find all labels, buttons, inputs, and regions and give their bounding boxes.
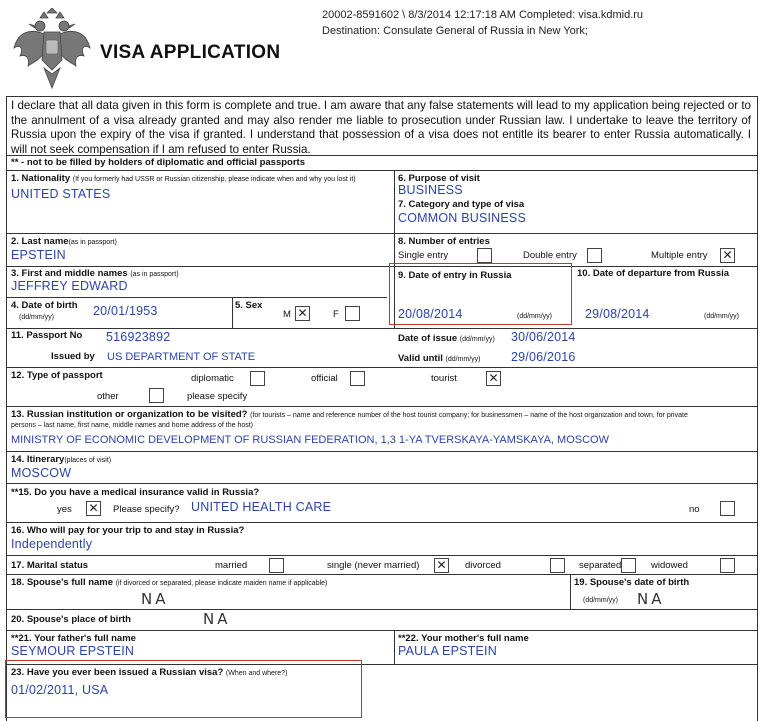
purpose-value[interactable]: BUSINESS — [398, 183, 463, 197]
spouse-place-value[interactable]: NA — [203, 610, 231, 628]
departure-date-format: (dd/mm/yy) — [704, 313, 739, 320]
spouse-name-value[interactable]: NA — [141, 590, 169, 608]
separated-label: separated — [579, 560, 622, 571]
spouse-birth-value[interactable]: NA — [637, 590, 665, 608]
single-entry-label: Single entry — [398, 250, 449, 261]
sex-label: 5. Sex — [235, 300, 263, 311]
birth-date-label: 4. Date of birth — [11, 300, 78, 311]
birth-date-value[interactable]: 20/01/1953 — [93, 304, 158, 318]
russian-eagle-emblem-icon — [10, 8, 94, 92]
single-checkbox[interactable]: ✕ — [434, 558, 449, 573]
application-form — [6, 96, 758, 721]
tourist-label: tourist — [431, 373, 457, 384]
spouse-birth-label: 19. Spouse's date of birth — [574, 577, 690, 588]
diplomatic-label: diplomatic — [191, 373, 234, 384]
entries-label: 8. Number of entries — [398, 236, 490, 247]
departure-date-label: 10. Date of departure from Russia — [577, 268, 730, 279]
first-names-label: 3. First and middle names (as in passport) — [11, 268, 179, 279]
valid-until-label: Valid until (dd/mm/yy) — [398, 353, 481, 364]
tourist-checkbox[interactable]: ✕ — [486, 371, 501, 386]
issue-date-label: Date of issue (dd/mm/yy) — [398, 333, 495, 344]
institution-hint: persons – last name, first name, middle names and home address of the host) — [11, 422, 254, 429]
father-value[interactable]: SEYMOUR EPSTEIN — [11, 644, 135, 658]
valid-until-value[interactable]: 29/06/2016 — [511, 350, 576, 364]
entry-date-format: (dd/mm/yy) — [517, 313, 552, 320]
spouse-name-label: 18. Spouse's full name (if divorced or separated, please indicate maiden name if applicable) — [11, 577, 328, 588]
mother-value[interactable]: PAULA EPSTEIN — [398, 644, 497, 658]
official-checkbox[interactable] — [350, 371, 365, 386]
other-checkbox[interactable] — [149, 388, 164, 403]
single-entry-checkbox[interactable] — [477, 248, 492, 263]
prior-visa-value[interactable]: 01/02/2011, USA — [11, 683, 109, 697]
marital-status-label: 17. Marital status — [11, 560, 89, 571]
entry-date-value[interactable]: 20/08/2014 — [398, 307, 463, 321]
reference-line: 20002-8591602 \ 8/3/2014 12:17:18 AM Completed: visa.kdmid.ru — [322, 9, 644, 21]
multiple-entry-checkbox[interactable]: ✕ — [720, 248, 735, 263]
sex-f-checkbox[interactable] — [345, 306, 360, 321]
insurance-yes-label: yes — [57, 504, 72, 515]
nationality-label: 1. Nationality (If you formerly had USSR or Russian citizenship, please indicate when and why you lost it) — [11, 173, 356, 184]
institution-label: 13. Russian institution or organization to be visited? (for tourists – name and reference number of the host tourist company; for businessmen – name of the host organization and town, for private — [11, 409, 688, 420]
nationality-value[interactable]: UNITED STATES — [11, 187, 111, 201]
insurance-specify-label: Please specify? — [113, 504, 180, 515]
page-title: VISA APPLICATION — [100, 42, 281, 63]
divorced-label: divorced — [465, 560, 501, 571]
married-checkbox[interactable] — [269, 558, 284, 573]
issue-date-value[interactable]: 30/06/2014 — [511, 330, 576, 344]
please-specify-label: please specify — [187, 391, 248, 402]
destination-line: Destination: Consulate General of Russia in New York; — [322, 25, 588, 37]
diplomatic-note: ** - not to be filled by holders of diplomatic and official passports — [11, 157, 305, 168]
payer-value[interactable]: Independently — [11, 537, 93, 551]
departure-date-value[interactable]: 29/08/2014 — [585, 307, 650, 321]
sex-m-checkbox[interactable]: ✕ — [295, 306, 310, 321]
purpose-label: 6. Purpose of visit — [398, 173, 480, 184]
multiple-entry-label: Multiple entry — [651, 250, 708, 261]
last-name-label: 2. Last name(as in passport) — [11, 236, 117, 247]
single-label: single (never married) — [327, 560, 420, 571]
double-entry-label: Double entry — [523, 250, 577, 261]
entry-date-highlight — [389, 263, 572, 325]
sex-f-label: F — [333, 309, 339, 320]
insurance-yes-checkbox[interactable]: ✕ — [86, 501, 101, 516]
itinerary-label: 14. Itinerary(places of visit) — [11, 454, 112, 465]
sex-m-label: M — [283, 309, 291, 320]
separated-checkbox[interactable] — [621, 558, 636, 573]
issued-by-value[interactable]: US DEPARTMENT OF STATE — [107, 351, 256, 363]
prior-visa-highlight — [5, 660, 362, 718]
declaration-text: I declare that all data given in this form is complete and true. I am aware that any false statements will lead to my application being rejected or to the annulment of a visa already granted and may also render me liable to prosecution under Russian law. I undertake to leave the territory of Russia upon the expiry of the visa if granted. I understand that possession of a visa does not entitle its bearer to enter Russia automatically. I will not seek compensation if I am refused to enter Russia. — [11, 99, 751, 156]
birth-date-format: (dd/mm/yy) — [19, 314, 54, 321]
double-entry-checkbox[interactable] — [587, 248, 602, 263]
married-label: married — [215, 560, 248, 571]
other-label: other — [97, 391, 119, 402]
father-label: **21. Your father's full name — [11, 633, 136, 644]
passport-number-label: 11. Passport No — [11, 330, 83, 341]
widowed-label: widowed — [651, 560, 688, 571]
submission-meta — [322, 7, 643, 39]
first-names-value[interactable]: JEFFREY EDWARD — [11, 279, 128, 293]
issued-by-label: Issued by — [51, 351, 95, 362]
official-label: official — [311, 373, 338, 384]
spouse-place-label: 20. Spouse's place of birth — [11, 614, 131, 625]
insurance-no-checkbox[interactable] — [720, 501, 735, 516]
passport-type-label: 12. Type of passport — [11, 370, 103, 381]
category-value[interactable]: COMMON BUSINESS — [398, 211, 527, 225]
widowed-checkbox[interactable] — [720, 558, 735, 573]
passport-number-value[interactable]: 516923892 — [106, 330, 171, 344]
insurance-label: **15. Do you have a medical insurance valid in Russia? — [11, 487, 260, 498]
diplomatic-checkbox[interactable] — [250, 371, 265, 386]
entry-date-label: 9. Date of entry in Russia — [398, 270, 512, 281]
payer-label: 16. Who will pay for your trip to and stay in Russia? — [11, 525, 245, 536]
insurance-value[interactable]: UNITED HEALTH CARE — [191, 500, 332, 514]
last-name-value[interactable]: EPSTEIN — [11, 248, 66, 262]
institution-value[interactable]: MINISTRY OF ECONOMIC DEVELOPMENT OF RUSSIAN FEDERATION, 1,3 1-YA TVERSKAYA-YAMSKAYA, MOSCOW — [11, 434, 609, 446]
prior-visa-label: 23. Have you ever been issued a Russian visa? (When and where?) — [11, 667, 288, 678]
spouse-birth-format: (dd/mm/yy) — [583, 597, 618, 604]
itinerary-value[interactable]: MOSCOW — [11, 466, 72, 480]
insurance-no-label: no — [689, 504, 700, 515]
divorced-checkbox[interactable] — [550, 558, 565, 573]
category-label: 7. Category and type of visa — [398, 199, 525, 210]
mother-label: **22. Your mother's full name — [398, 633, 529, 644]
